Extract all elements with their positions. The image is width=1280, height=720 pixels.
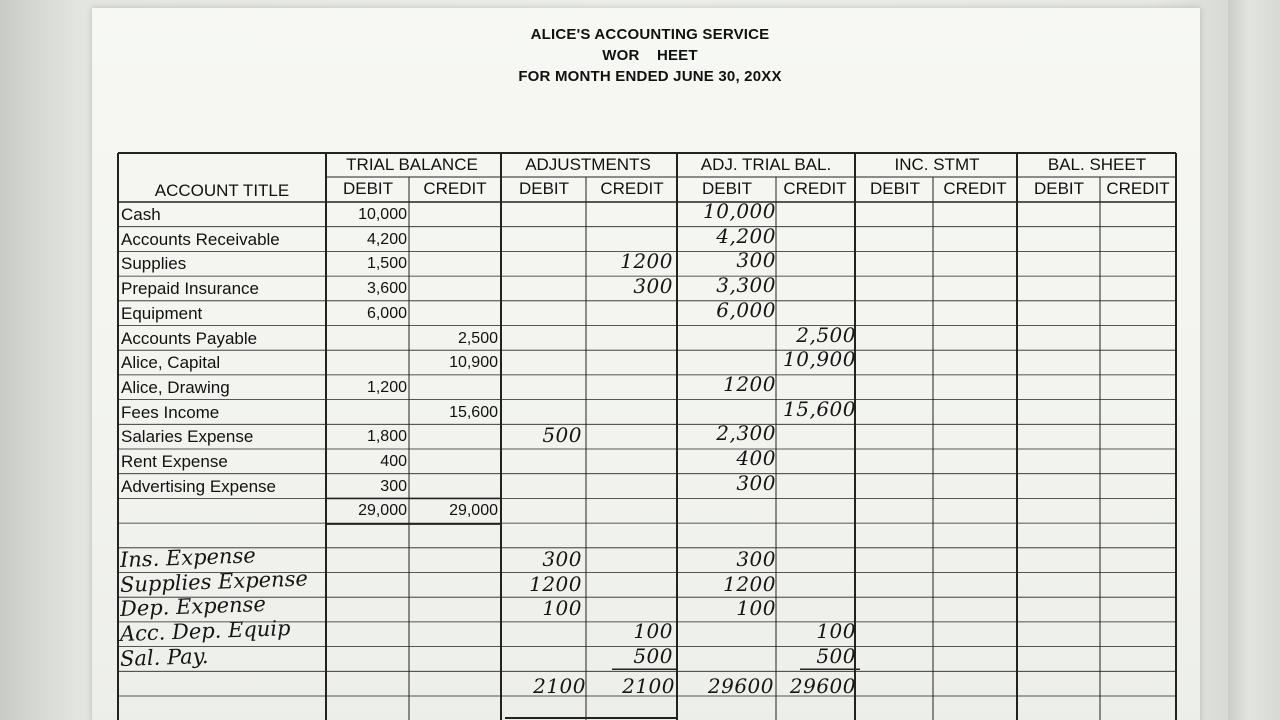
header-adj-trial-bal: ADJ. TRIAL BAL. (700, 155, 832, 174)
added-atb-debit: 300 (736, 546, 776, 571)
tb-debit-value: 6,000 (366, 304, 407, 322)
tb-debit-value: 1,500 (366, 255, 407, 273)
account-title: Fees Income (121, 402, 220, 422)
account-title: Alice, Drawing (121, 377, 230, 397)
worksheet-title: WOR HEET (602, 47, 698, 64)
atb-debit-value: 3,300 (716, 273, 776, 298)
subheader-bs-credit: CREDIT (1106, 179, 1170, 198)
header-bal-sheet: BAL. SHEET (1047, 155, 1147, 174)
tb-debit-value: 4,200 (366, 230, 407, 248)
added-account-title: Ins. Expense (119, 543, 257, 572)
added-adj-debit: 100 (542, 596, 582, 621)
tb-total-debit: 29,000 (358, 502, 407, 520)
final-atb-credit: 29600 (789, 674, 856, 699)
tb-credit-value: 10,900 (449, 354, 498, 372)
final-atb-debit: 29600 (707, 674, 774, 699)
atb-debit-value: 6,000 (716, 297, 776, 322)
adj-debit-value: 500 (542, 423, 582, 448)
added-adj-credit: 100 (633, 618, 673, 643)
account-title: Rent Expense (121, 452, 228, 471)
atb-debit-value: 300 (736, 470, 776, 495)
tb-debit-value: 1,200 (366, 378, 407, 396)
subheader-tb-debit: DEBIT (342, 179, 394, 198)
added-adj-debit: 300 (542, 546, 582, 571)
tb-credit-value: 15,600 (449, 403, 498, 421)
atb-debit-value: 300 (736, 248, 776, 273)
subheader-adj-credit: CREDIT (600, 179, 664, 198)
subheader-tb-credit: CREDIT (423, 179, 487, 198)
atb-credit-value: 2,500 (796, 322, 856, 347)
added-atb-credit: 100 (816, 618, 856, 643)
account-title: Salaries Expense (121, 427, 254, 447)
adj-credit-value: 300 (633, 274, 673, 299)
period-line: FOR MONTH ENDED JUNE 30, 20XX (518, 68, 782, 85)
tb-debit-value: 10,000 (358, 206, 407, 223)
added-account-title: Acc. Dep. Equip (119, 615, 291, 646)
atb-debit-value: 1200 (723, 371, 776, 396)
atb-debit-value: 10,000 (703, 199, 776, 223)
atb-debit-value: 4,200 (716, 223, 776, 248)
added-adj-credit: 500 (633, 643, 673, 668)
tb-debit-value: 3,600 (366, 280, 407, 298)
account-title: Accounts Receivable (121, 229, 280, 249)
account-title: Advertising Expense (121, 476, 276, 496)
atb-credit-value: 10,900 (783, 347, 856, 372)
atb-debit-value: 2,300 (716, 421, 776, 446)
account-title: Prepaid Insurance (121, 279, 259, 299)
account-title: Accounts Payable (121, 328, 258, 348)
final-adj-debit: 2100 (533, 674, 586, 699)
account-title: Cash (121, 205, 161, 224)
added-account-title: Dep. Expense (119, 592, 267, 622)
subheader-bs-debit: DEBIT (1033, 179, 1085, 198)
tb-debit-value: 1,800 (366, 428, 407, 446)
final-adj-credit: 2100 (622, 674, 675, 699)
added-account-title: Sal. Pay. (119, 643, 209, 671)
account-title: Equipment (121, 303, 203, 323)
subheader-atb-debit: DEBIT (701, 179, 753, 198)
atb-debit-value: 400 (736, 446, 776, 470)
header-inc-stmt: INC. STMT (894, 155, 980, 174)
tb-credit-value: 2,500 (457, 329, 498, 347)
subheader-atb-credit: CREDIT (783, 179, 847, 198)
account-title: Alice, Capital (121, 353, 221, 373)
added-atb-credit: 500 (816, 643, 856, 668)
subheader-adj-debit: DEBIT (518, 179, 570, 198)
tb-debit-value: 400 (380, 453, 407, 470)
tb-debit-value: 300 (380, 477, 407, 495)
added-adj-debit: 1200 (529, 571, 582, 596)
account-title: Supplies (121, 254, 187, 274)
tb-total-credit: 29,000 (449, 502, 498, 520)
adj-credit-value: 1200 (620, 249, 673, 274)
atb-credit-value: 15,600 (783, 396, 856, 421)
header-trial-balance: TRIAL BALANCE (346, 155, 478, 174)
header-account-title: ACCOUNT TITLE (154, 181, 290, 200)
added-atb-debit: 1200 (723, 571, 776, 596)
subheader-is-debit: DEBIT (869, 179, 921, 198)
header-adjustments: ADJUSTMENTS (525, 155, 651, 174)
added-account-title: Supplies Expense (119, 565, 309, 597)
added-atb-debit: 100 (736, 596, 776, 621)
company-name: ALICE'S ACCOUNTING SERVICE (530, 26, 770, 43)
subheader-is-credit: CREDIT (943, 179, 1007, 198)
